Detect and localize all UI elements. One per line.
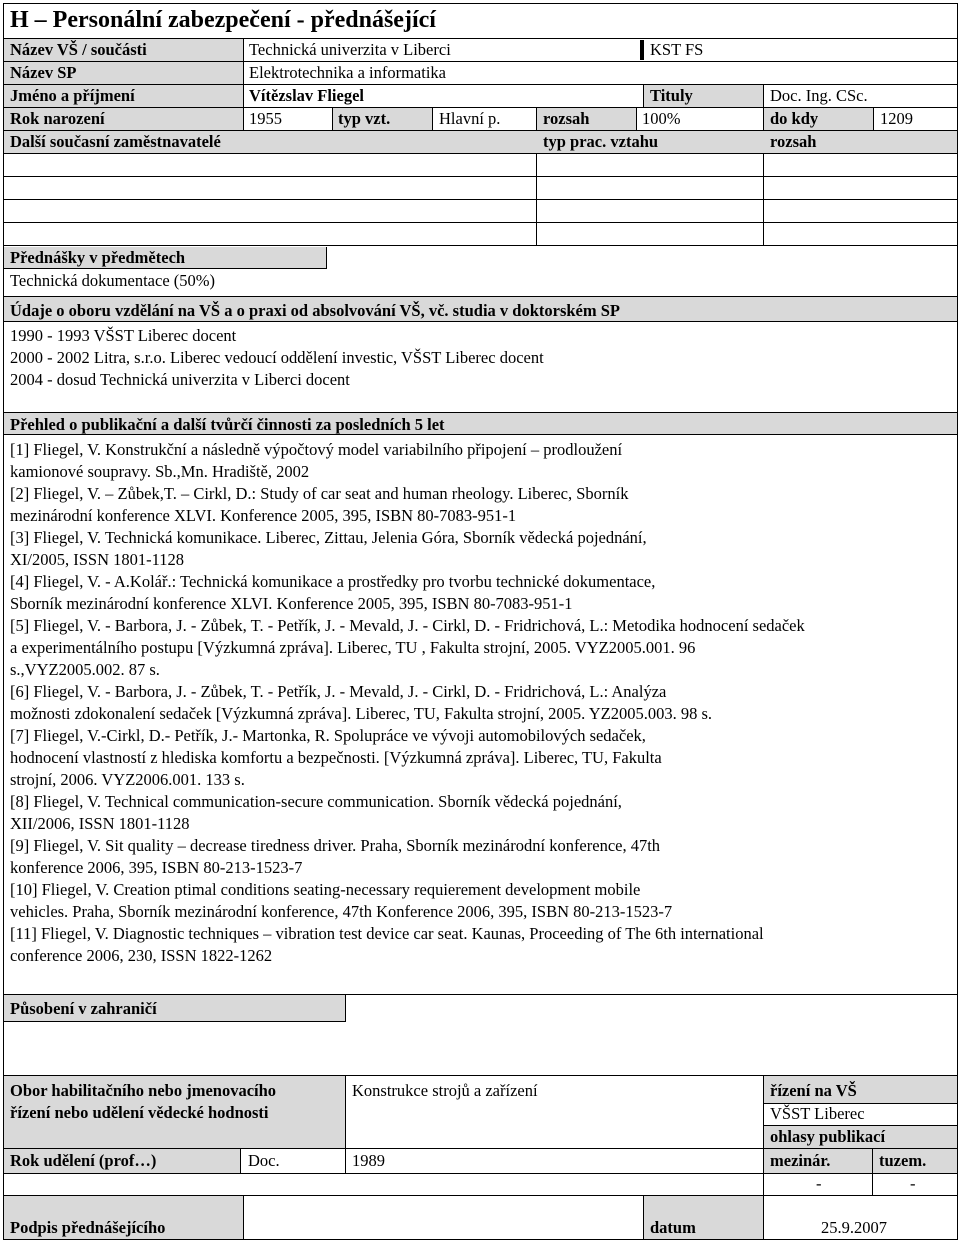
publication-line: strojní, 2006. VYZ2006.001. 133 s. bbox=[10, 770, 245, 789]
sp-value: Elektrotechnika a informatika bbox=[249, 63, 447, 82]
rozsah-value: 100% bbox=[642, 109, 681, 128]
habilitation-label-line1: Obor habilitačního nebo jmenovacího bbox=[10, 1081, 277, 1100]
mezinar-value: - bbox=[816, 1174, 822, 1193]
rizeni-label: řízení na VŠ bbox=[770, 1081, 857, 1100]
lectures-value: Technická dokumentace (50%) bbox=[10, 271, 216, 290]
typ-label: typ vzt. bbox=[338, 109, 391, 128]
publication-line: [11] Fliegel, V. Diagnostic techniques – vibration test device car seat. Kaunas, Proceeding of The 6th international bbox=[10, 924, 764, 943]
publication-line: konference 2006, 395, ISBN 80-213-1523-7 bbox=[10, 858, 303, 877]
name-label: Jméno a příjmení bbox=[10, 86, 135, 105]
titles-label: Tituly bbox=[650, 86, 693, 105]
publication-line: [6] Fliegel, V. - Barbora, J. - Zůbek, T. - Petřík, J. - Mevald, J. - Cirkl, D. - Fridrichová, L.: Analýza bbox=[10, 682, 667, 701]
signature-field[interactable] bbox=[244, 1196, 643, 1239]
rok-value: 1989 bbox=[352, 1151, 385, 1170]
publication-line: možnosti zdokonalení sedaček [Výzkumná zpráva]. Liberec, TU, Fakulta strojní, 2005. YZ2005.003. 98 s. bbox=[10, 704, 712, 723]
name-value: Vítězslav Fliegel bbox=[249, 86, 365, 105]
faculty-value: KST FS bbox=[650, 40, 704, 59]
rozsah2-label: rozsah bbox=[770, 132, 817, 151]
tuzem-value: - bbox=[910, 1174, 916, 1193]
dokdy-value: 1209 bbox=[880, 109, 913, 128]
sp-label: Název SP bbox=[10, 63, 77, 82]
education-label: Údaje o oboru vzdělání na VŠ a o praxi od absolvování VŠ, vč. studia v doktorském SP bbox=[10, 301, 620, 320]
tuzem-label: tuzem. bbox=[879, 1151, 927, 1170]
mezinar-label: mezinár. bbox=[770, 1151, 831, 1170]
publication-line: XI/2005, ISSN 1801-1128 bbox=[10, 550, 185, 569]
publication-line: [9] Fliegel, V. Sit quality – decrease tiredness driver. Praha, Sborník mezinárodní konference, 47th bbox=[10, 836, 661, 855]
publication-line: [2] Fliegel, V. – Zůbek,T. – Cirkl, D.: Study of car seat and human rheology. Liberec, Sborník bbox=[10, 484, 629, 503]
publication-line: [4] Fliegel, V. - A.Kolář.: Technická komunikace a prostředky pro tvorbu technické dokumentace, bbox=[10, 572, 656, 591]
education-line: 2004 - dosud Technická univerzita v Liberci docent bbox=[10, 370, 350, 389]
rok-label: Rok udělení (prof…) bbox=[10, 1151, 157, 1170]
datum-value: 25.9.2007 bbox=[821, 1218, 887, 1237]
publication-line: a experimentálního postupu [Výzkumná zpráva]. Liberec, TU , Fakulta strojní, 2005. VYZ2005.001. 96 bbox=[10, 638, 696, 657]
publication-line: [7] Fliegel, V.-Cirkl, D.- Petřík, J.- Martonka, R. Spolupráce ve vývoji automobilových sedaček, bbox=[10, 726, 646, 745]
publication-line: vehicles. Praha, Sborník mezinárodní konference, 47th Konference 2006, 395, ISBN 80-213-1523-7 bbox=[10, 902, 673, 921]
rizeni-value: VŠST Liberec bbox=[770, 1104, 865, 1123]
titles-value: Doc. Ing. CSc. bbox=[770, 86, 868, 105]
vs-value: Technická univerzita v Liberci bbox=[249, 40, 451, 59]
page-title: H – Personální zabezpečení - přednášející bbox=[10, 7, 436, 33]
birth-value: 1955 bbox=[249, 109, 282, 128]
typ-value: Hlavní p. bbox=[439, 109, 501, 128]
datum-label: datum bbox=[650, 1218, 696, 1237]
lectures-label: Přednášky v předmětech bbox=[10, 248, 186, 267]
education-line: 2000 - 2002 Litra, s.r.o. Liberec vedoucí oddělení investic, VŠST Liberec docent bbox=[10, 348, 544, 367]
publication-line: mezinárodní konference XLVI. Konference 2005, 395, ISBN 80-7083-951-1 bbox=[10, 506, 517, 525]
habilitation-label-line2: řízení nebo udělení vědecké hodnosti bbox=[10, 1103, 269, 1122]
publication-line: s.,VYZ2005.002. 87 s. bbox=[10, 660, 160, 679]
vs-label: Název VŠ / součásti bbox=[10, 40, 147, 59]
abroad-label: Působení v zahraničí bbox=[10, 999, 157, 1018]
dokdy-label: do kdy bbox=[770, 109, 819, 128]
publication-line: conference 2006, 230, ISSN 1822-1262 bbox=[10, 946, 273, 965]
publication-line: XII/2006, ISSN 1801-1128 bbox=[10, 814, 190, 833]
publication-line: [1] Fliegel, V. Konstrukční a následně výpočtový model variabilního připojení – prodloužení bbox=[10, 440, 623, 459]
publication-line: kamionové soupravy. Sb.,Mn. Hradiště, 2002 bbox=[10, 462, 310, 481]
typprac-label: typ prac. vztahu bbox=[543, 132, 659, 151]
publication-line: hodnocení vlastností z hlediska komfortu a bezpečnosti. [Výzkumná zpráva]. Liberec, TU, Fakulta bbox=[10, 748, 662, 767]
rok-title: Doc. bbox=[248, 1151, 280, 1170]
publication-line: [3] Fliegel, V. Technická komunikace. Liberec, Zittau, Jelenia Góra, Sborník vědecká pojednání, bbox=[10, 528, 647, 547]
habilitation-field-value: Konstrukce strojů a zařízení bbox=[352, 1081, 538, 1100]
education-lines bbox=[10, 325, 544, 391]
rozsah-label: rozsah bbox=[543, 109, 590, 128]
education-line: 1990 - 1993 VŠST Liberec docent bbox=[10, 326, 237, 345]
ohlasy-label: ohlasy publikací bbox=[770, 1127, 886, 1146]
publications-label: Přehled o publikační a další tvůrčí činnosti za posledních 5 let bbox=[10, 415, 445, 434]
publication-line: [10] Fliegel, V. Creation ptimal conditions seating-necessary requierement development mobile bbox=[10, 880, 641, 899]
publication-line: Sborník mezinárodní konference XLVI. Konference 2005, 395, ISBN 80-7083-951-1 bbox=[10, 594, 573, 613]
publication-line: [8] Fliegel, V. Technical communication-secure communication. Sborník vědecká pojednání, bbox=[10, 792, 622, 811]
publication-line: [5] Fliegel, V. - Barbora, J. - Zůbek, T. - Petřík, J. - Mevald, J. - Cirkl, D. - Fridrichová, L.: Metodika hodnocení sedaček bbox=[10, 616, 805, 635]
birth-label: Rok narození bbox=[10, 109, 105, 128]
publications-list bbox=[10, 439, 805, 967]
other-employers-label: Další současní zaměstnavatelé bbox=[10, 132, 221, 151]
podpis-label: Podpis přednášejícího bbox=[10, 1218, 166, 1237]
